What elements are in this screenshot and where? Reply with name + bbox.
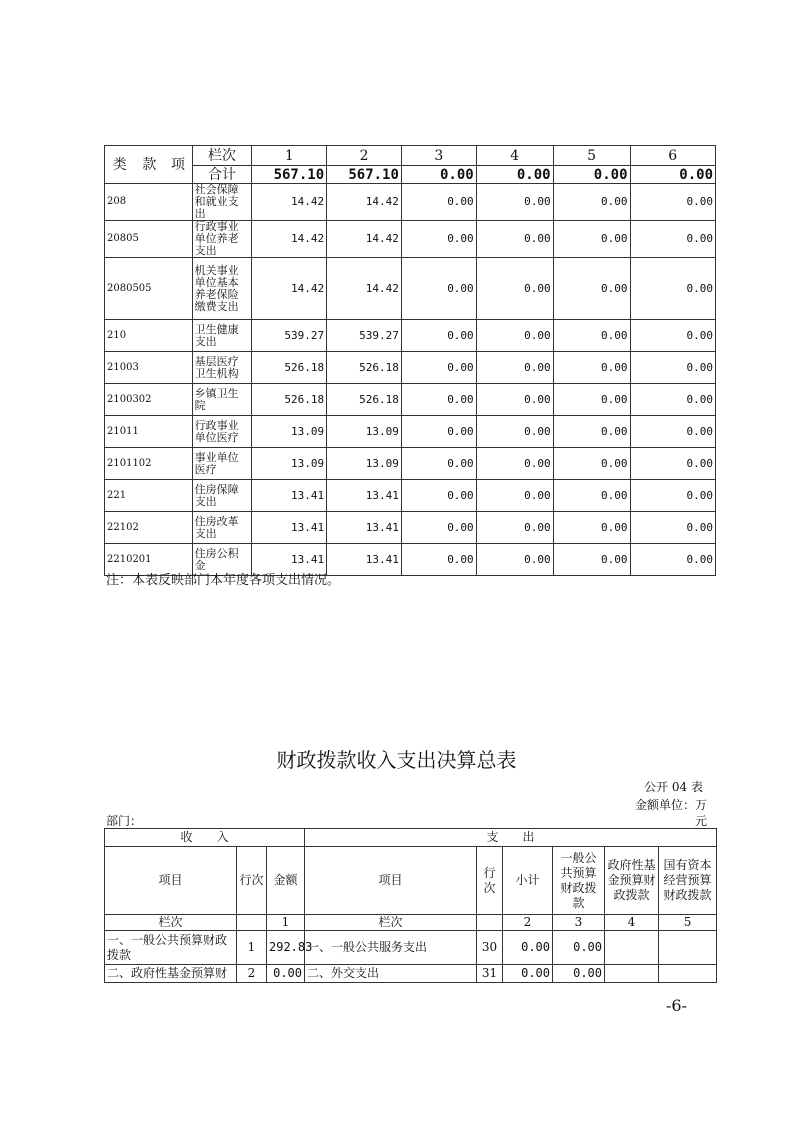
fiscal-summary-table: [104, 828, 717, 983]
row-value: 13.41: [327, 480, 402, 512]
lanci-num: 4: [605, 915, 659, 931]
lanci-left: 栏次: [105, 915, 237, 931]
col-num: 2: [327, 146, 402, 166]
col-hangci2: 行次: [477, 847, 503, 915]
row-code: 21011: [105, 416, 193, 448]
header-lei: 类: [105, 146, 135, 184]
row-value: 13.41: [327, 512, 402, 544]
lanci-num: 1: [267, 915, 305, 931]
row-value: 0.00: [630, 320, 716, 352]
col-state-capital: 国有资本经营预算财政拨款: [659, 847, 717, 915]
row-name: 事业单位医疗: [192, 448, 252, 480]
table-row: [105, 448, 716, 480]
row-value: 0.00: [401, 320, 476, 352]
row-value: 526.18: [252, 352, 327, 384]
row-value: 526.18: [252, 384, 327, 416]
expense-general: 0.00: [553, 931, 605, 965]
row-value: 14.42: [327, 184, 402, 221]
row-value: 0.00: [401, 384, 476, 416]
row-code: 20805: [105, 221, 193, 258]
row-value: 0.00: [476, 221, 553, 258]
row-code: 2210201: [105, 544, 193, 576]
expense-general: 0.00: [553, 965, 605, 983]
row-value: 0.00: [630, 352, 716, 384]
total-value: 567.10: [252, 166, 327, 184]
row-value: 14.42: [252, 221, 327, 258]
row-value: 13.09: [327, 448, 402, 480]
row-value: 0.00: [553, 184, 630, 221]
col-subtotal: 小计: [503, 847, 553, 915]
row-value: 0.00: [476, 544, 553, 576]
row-name: 机关事业单位基本养老保险缴费支出: [192, 258, 252, 320]
row-value: 0.00: [630, 448, 716, 480]
expense-stateasset: [659, 931, 717, 965]
lanci-row: [105, 915, 717, 931]
section-header-row: [105, 829, 717, 847]
page-title: 财政拨款收入支出决算总表: [276, 748, 517, 772]
row-value: 0.00: [630, 184, 716, 221]
row-name: 住房公积金: [192, 544, 252, 576]
lanci-right: 栏次: [305, 915, 477, 931]
total-value: 567.10: [327, 166, 402, 184]
page-number: -6-: [666, 996, 687, 1015]
col-num: 6: [630, 146, 716, 166]
row-value: 0.00: [476, 352, 553, 384]
row-value: 0.00: [630, 416, 716, 448]
header-row: [105, 146, 716, 166]
total-row: [105, 166, 716, 184]
col-num: 3: [401, 146, 476, 166]
table-row: [105, 931, 717, 965]
row-code: 210: [105, 320, 193, 352]
empty-cell: [237, 915, 267, 931]
row-code: 2101102: [105, 448, 193, 480]
table-row: [105, 384, 716, 416]
header-kuan: 款: [134, 146, 164, 184]
row-value: 0.00: [476, 184, 553, 221]
expense-govfund: [605, 931, 659, 965]
col-num: 1: [252, 146, 327, 166]
row-value: 539.27: [252, 320, 327, 352]
row-value: 0.00: [630, 258, 716, 320]
row-value: 0.00: [553, 416, 630, 448]
income-amount: 0.00: [267, 965, 305, 983]
row-value: 0.00: [553, 480, 630, 512]
expense-header: 支 出: [305, 829, 717, 847]
col-item2: 项目: [305, 847, 477, 915]
row-code: 208: [105, 184, 193, 221]
income-item: 二、政府性基金预算财: [105, 965, 237, 983]
row-value: 14.42: [252, 258, 327, 320]
col-amount: 金额: [267, 847, 305, 915]
total-value: 0.00: [553, 166, 630, 184]
table-row: [105, 221, 716, 258]
row-value: 13.41: [252, 544, 327, 576]
amount-unit-cont: 元: [694, 814, 707, 828]
row-value: 13.41: [252, 512, 327, 544]
income-item: 一、一般公共预算财政拨款: [105, 931, 237, 965]
row-value: 0.00: [630, 480, 716, 512]
row-code: 2100302: [105, 384, 193, 416]
row-value: 0.00: [476, 448, 553, 480]
table-row: [105, 352, 716, 384]
row-value: 0.00: [401, 480, 476, 512]
row-code: 2080505: [105, 258, 193, 320]
row-name: 行政事业单位医疗: [192, 416, 252, 448]
amount-unit: 金额单位：万: [634, 798, 707, 812]
table-row: [105, 512, 716, 544]
row-value: 14.42: [252, 184, 327, 221]
row-code: 221: [105, 480, 193, 512]
row-value: 0.00: [553, 352, 630, 384]
row-value: 14.42: [327, 258, 402, 320]
expense-subtotal: 0.00: [503, 931, 553, 965]
expense-item: 一、一般公共服务支出: [305, 931, 477, 965]
row-name: 社会保障和就业支出: [192, 184, 252, 221]
row-name: 住房保障支出: [192, 480, 252, 512]
row-value: 0.00: [630, 544, 716, 576]
row-value: 0.00: [401, 258, 476, 320]
table-row: [105, 965, 717, 983]
row-value: 0.00: [401, 448, 476, 480]
table-row: [105, 480, 716, 512]
table-body: [105, 184, 716, 576]
row-value: 13.09: [252, 416, 327, 448]
income-amount: 292.83: [267, 931, 305, 965]
col-item: 项目: [105, 847, 237, 915]
table-row: [105, 184, 716, 221]
row-name: 乡镇卫生院: [192, 384, 252, 416]
row-value: 0.00: [401, 221, 476, 258]
row-value: 0.00: [553, 544, 630, 576]
row-value: 13.09: [252, 448, 327, 480]
row-value: 14.42: [327, 221, 402, 258]
row-value: 13.41: [327, 544, 402, 576]
row-value: 0.00: [401, 544, 476, 576]
row-value: 526.18: [327, 352, 402, 384]
table-row: [105, 258, 716, 320]
row-value: 0.00: [476, 258, 553, 320]
row-code: 21003: [105, 352, 193, 384]
lanci-num: 2: [503, 915, 553, 931]
row-value: 0.00: [476, 384, 553, 416]
row-value: 0.00: [553, 320, 630, 352]
row-value: 0.00: [401, 416, 476, 448]
expense-stateasset: [659, 965, 717, 983]
row-value: 526.18: [327, 384, 402, 416]
table-row: [105, 416, 716, 448]
row-value: 0.00: [630, 384, 716, 416]
column-header-row: [105, 847, 717, 915]
total-value: 0.00: [401, 166, 476, 184]
row-value: 0.00: [476, 416, 553, 448]
income-header: 收 入: [105, 829, 305, 847]
col-num: 4: [476, 146, 553, 166]
col-hangci: 行次: [237, 847, 267, 915]
row-value: 0.00: [553, 221, 630, 258]
row-name: 基层医疗卫生机构: [192, 352, 252, 384]
row-value: 0.00: [401, 352, 476, 384]
empty-cell: [477, 915, 503, 931]
row-value: 13.09: [327, 416, 402, 448]
row-value: 0.00: [553, 512, 630, 544]
row-value: 0.00: [553, 448, 630, 480]
row-value: 0.00: [553, 258, 630, 320]
total-value: 0.00: [630, 166, 716, 184]
col-num: 5: [553, 146, 630, 166]
row-value: 0.00: [401, 184, 476, 221]
expense-subtotal: 0.00: [503, 965, 553, 983]
row-code: 22102: [105, 512, 193, 544]
table-row: [105, 320, 716, 352]
row-name: 行政事业单位养老支出: [192, 221, 252, 258]
expenditure-detail-table: [104, 145, 716, 576]
row-value: 0.00: [630, 221, 716, 258]
income-line: 1: [237, 931, 267, 965]
header-lanci: 栏次: [192, 146, 252, 166]
lanci-num: 3: [553, 915, 605, 931]
form-number: 公开 04 表: [644, 780, 703, 794]
row-value: 539.27: [327, 320, 402, 352]
col-general-budget: 一般公共预算财政拨款: [553, 847, 605, 915]
row-value: 0.00: [553, 384, 630, 416]
header-xiang: 项: [164, 146, 192, 184]
row-value: 0.00: [630, 512, 716, 544]
col-gov-fund: 政府性基金预算财政拨款: [605, 847, 659, 915]
lanci-num: 5: [659, 915, 717, 931]
expense-line: 30: [477, 931, 503, 965]
total-label: 合计: [192, 166, 252, 184]
row-name: 住房改革支出: [192, 512, 252, 544]
table-note: 注：本表反映部门本年度各项支出情况。: [106, 573, 341, 588]
total-value: 0.00: [476, 166, 553, 184]
department-label: 部门：: [106, 814, 143, 828]
expense-item: 二、外交支出: [305, 965, 477, 983]
row-value: 0.00: [401, 512, 476, 544]
row-value: 0.00: [476, 480, 553, 512]
expense-line: 31: [477, 965, 503, 983]
row-value: 13.41: [252, 480, 327, 512]
row-value: 0.00: [476, 320, 553, 352]
expense-govfund: [605, 965, 659, 983]
income-line: 2: [237, 965, 267, 983]
row-name: 卫生健康支出: [192, 320, 252, 352]
row-value: 0.00: [476, 512, 553, 544]
